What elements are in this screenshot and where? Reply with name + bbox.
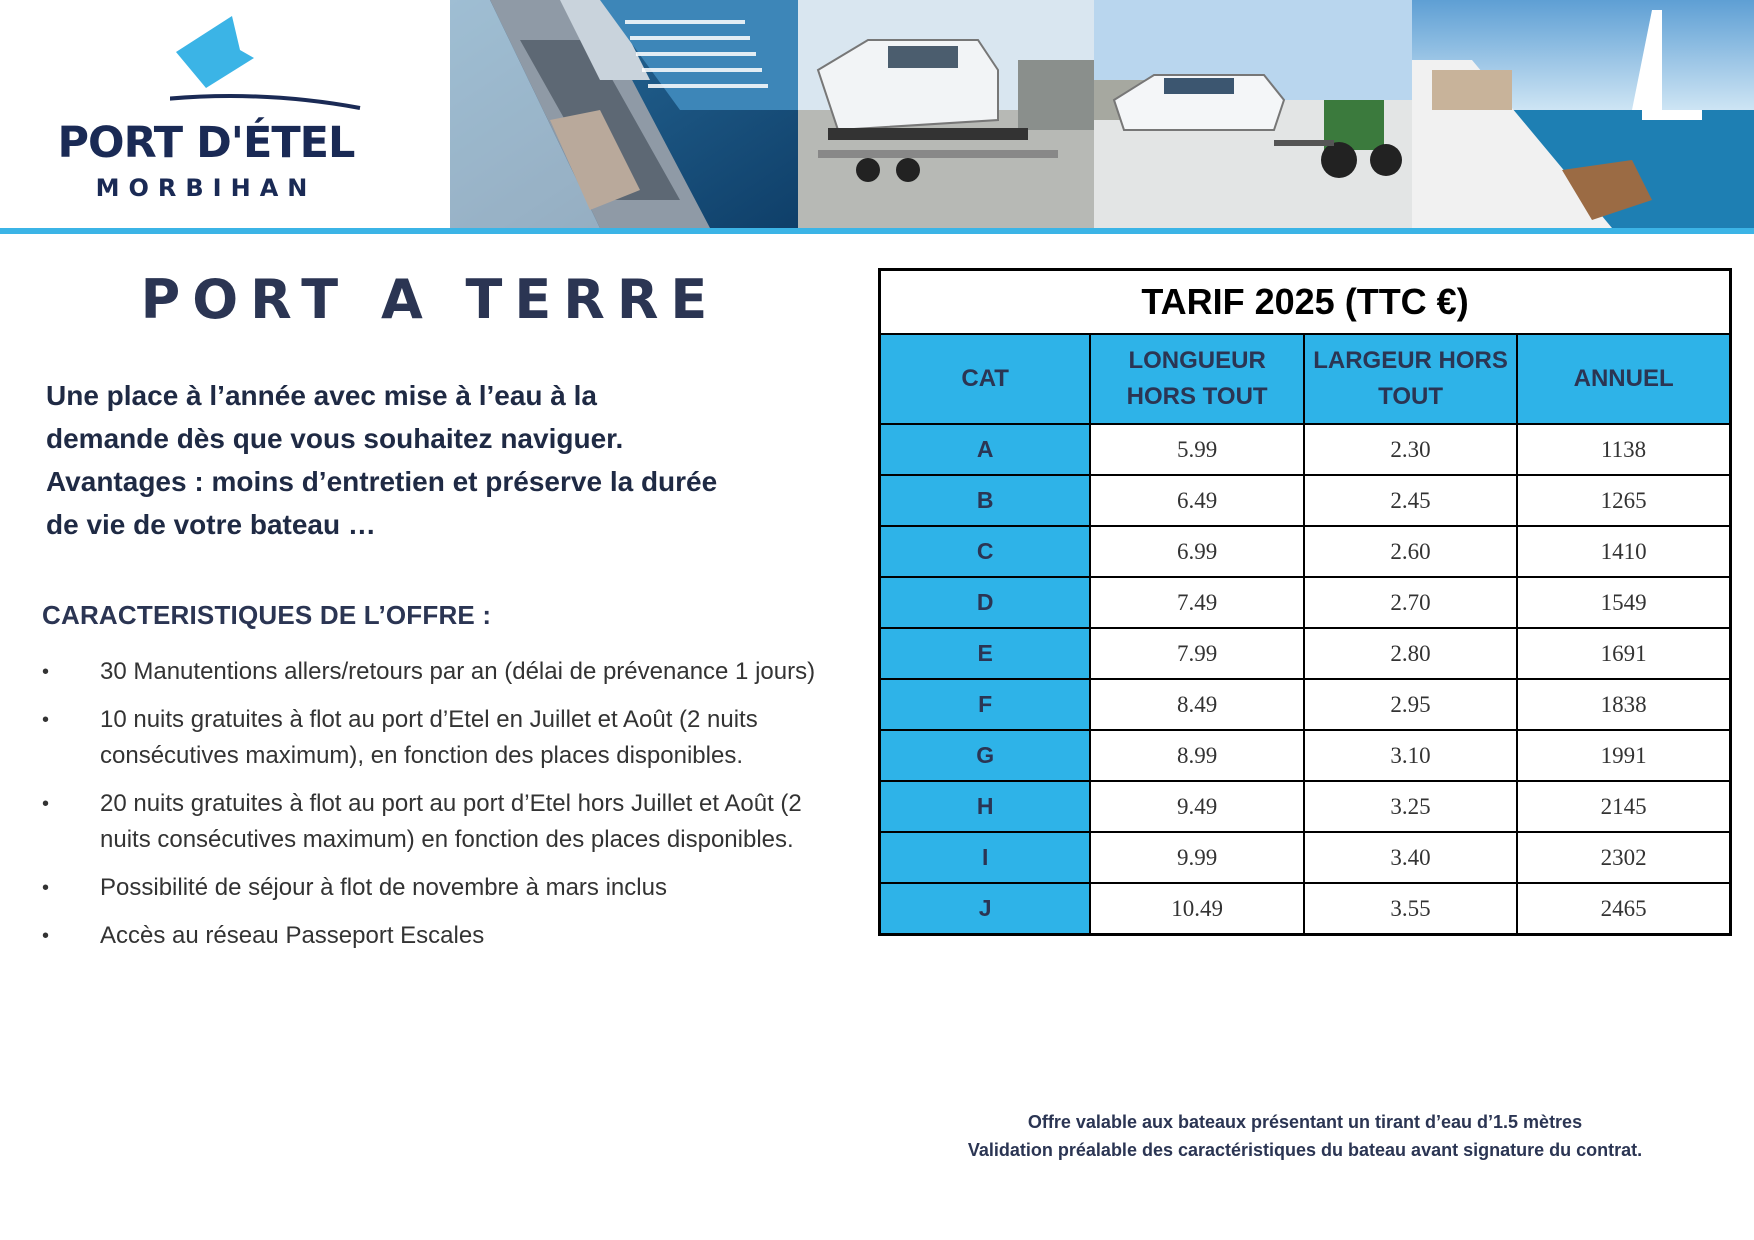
aerial-port-photo (450, 0, 798, 228)
cell-largeur: 3.25 (1304, 781, 1517, 832)
table-row (880, 526, 1731, 577)
cell-annuel: 1265 (1517, 475, 1730, 526)
header-banner (0, 0, 1754, 232)
cell-annuel: 2465 (1517, 883, 1730, 935)
cell-cat: B (880, 475, 1091, 526)
table-row (880, 679, 1731, 730)
table-row (880, 781, 1731, 832)
intro-paragraph (46, 374, 816, 546)
cell-longueur: 7.49 (1090, 577, 1303, 628)
cell-largeur: 2.95 (1304, 679, 1517, 730)
footnote (878, 1108, 1732, 1164)
tarif-header-row (880, 334, 1731, 424)
port-detel-logo (0, 0, 450, 232)
header-annuel: ANNUEL (1517, 334, 1730, 424)
cell-cat: I (880, 832, 1091, 883)
cell-cat: C (880, 526, 1091, 577)
tarif-title: TARIF 2025 (TTC €) (880, 270, 1731, 335)
header-largeur: LARGEUR HORS TOUT (1304, 334, 1517, 424)
bullet-icon: • (42, 709, 50, 731)
page-title: PORT A TERRE (140, 268, 720, 331)
intro-line: demande dès que vous souhaitez naviguer. (46, 423, 624, 454)
footnote-line: Offre valable aux bateaux présentant un tirant d’eau d’1.5 mètres (1027, 1112, 1583, 1132)
cell-annuel: 1838 (1517, 679, 1730, 730)
cell-cat: F (880, 679, 1091, 730)
table-row (880, 424, 1731, 475)
cell-longueur: 7.99 (1090, 628, 1303, 679)
cell-largeur: 3.55 (1304, 883, 1517, 935)
cell-longueur: 5.99 (1090, 424, 1303, 475)
cell-annuel: 1549 (1517, 577, 1730, 628)
features-list (42, 654, 822, 966)
footnote-line: Validation préalable des caractéristiques du bateau avant signature du contrat. (967, 1140, 1643, 1160)
bullet-icon: • (42, 877, 50, 899)
features-title: CARACTERISTIQUES DE L’OFFRE : (42, 600, 492, 630)
table-row (880, 577, 1731, 628)
bullet-icon: • (42, 793, 50, 815)
feature-item: • Possibilité de séjour à flot de novembre à mars inclus (42, 870, 822, 906)
header-cat: CAT (880, 334, 1091, 424)
cell-largeur: 2.45 (1304, 475, 1517, 526)
cell-longueur: 9.49 (1090, 781, 1303, 832)
cell-longueur: 10.49 (1090, 883, 1303, 935)
sailboat-photo (1412, 0, 1754, 228)
tarif-table (878, 268, 1732, 936)
cell-largeur: 2.60 (1304, 526, 1517, 577)
logo-name: PORT D'ÉTEL (57, 118, 355, 168)
cell-cat: J (880, 883, 1091, 935)
table-row (880, 832, 1731, 883)
feature-item: • 10 nuits gratuites à flot au port d’Etel en Juillet et Août (2 nuits consécutives maximum), en fonction des places disponibles. (42, 702, 822, 774)
table-row (880, 628, 1731, 679)
table-row (880, 883, 1731, 935)
feature-item: • Accès au réseau Passeport Escales (42, 918, 822, 954)
intro-line: Une place à l’année avec mise à l’eau à la (46, 380, 597, 411)
cell-longueur: 9.99 (1090, 832, 1303, 883)
cell-cat: D (880, 577, 1091, 628)
cell-cat: E (880, 628, 1091, 679)
cell-cat: G (880, 730, 1091, 781)
intro-line: Avantages : moins d’entretien et préserve la durée (46, 466, 718, 497)
boat-tractor-photo (1094, 0, 1412, 228)
cell-longueur: 8.49 (1090, 679, 1303, 730)
flag-logo-icon (170, 14, 370, 114)
cell-largeur: 3.40 (1304, 832, 1517, 883)
boat-trailer-photo (798, 0, 1094, 228)
cell-longueur: 6.99 (1090, 526, 1303, 577)
cell-annuel: 1138 (1517, 424, 1730, 475)
header-photos (450, 0, 1754, 228)
table-row (880, 730, 1731, 781)
bullet-icon: • (42, 661, 50, 683)
bullet-icon: • (42, 925, 50, 947)
feature-item: • 20 nuits gratuites à flot au port au port d’Etel hors Juillet et Août (2 nuits consécutives maximum) en fonction des places disponibles. (42, 786, 822, 858)
cell-cat: H (880, 781, 1091, 832)
cell-largeur: 2.30 (1304, 424, 1517, 475)
feature-item: • 30 Manutentions allers/retours par an (délai de prévenance 1 jours) (42, 654, 822, 690)
logo-region: MORBIHAN (95, 174, 317, 202)
cell-longueur: 8.99 (1090, 730, 1303, 781)
cell-annuel: 1410 (1517, 526, 1730, 577)
cell-largeur: 2.70 (1304, 577, 1517, 628)
cell-largeur: 3.10 (1304, 730, 1517, 781)
cell-longueur: 6.49 (1090, 475, 1303, 526)
header-accent-rule (0, 228, 1754, 234)
intro-line: de vie de votre bateau … (46, 509, 376, 540)
cell-cat: A (880, 424, 1091, 475)
table-row (880, 475, 1731, 526)
cell-annuel: 2302 (1517, 832, 1730, 883)
cell-largeur: 2.80 (1304, 628, 1517, 679)
cell-annuel: 1691 (1517, 628, 1730, 679)
header-longueur: LONGUEUR HORS TOUT (1090, 334, 1303, 424)
cell-annuel: 2145 (1517, 781, 1730, 832)
cell-annuel: 1991 (1517, 730, 1730, 781)
